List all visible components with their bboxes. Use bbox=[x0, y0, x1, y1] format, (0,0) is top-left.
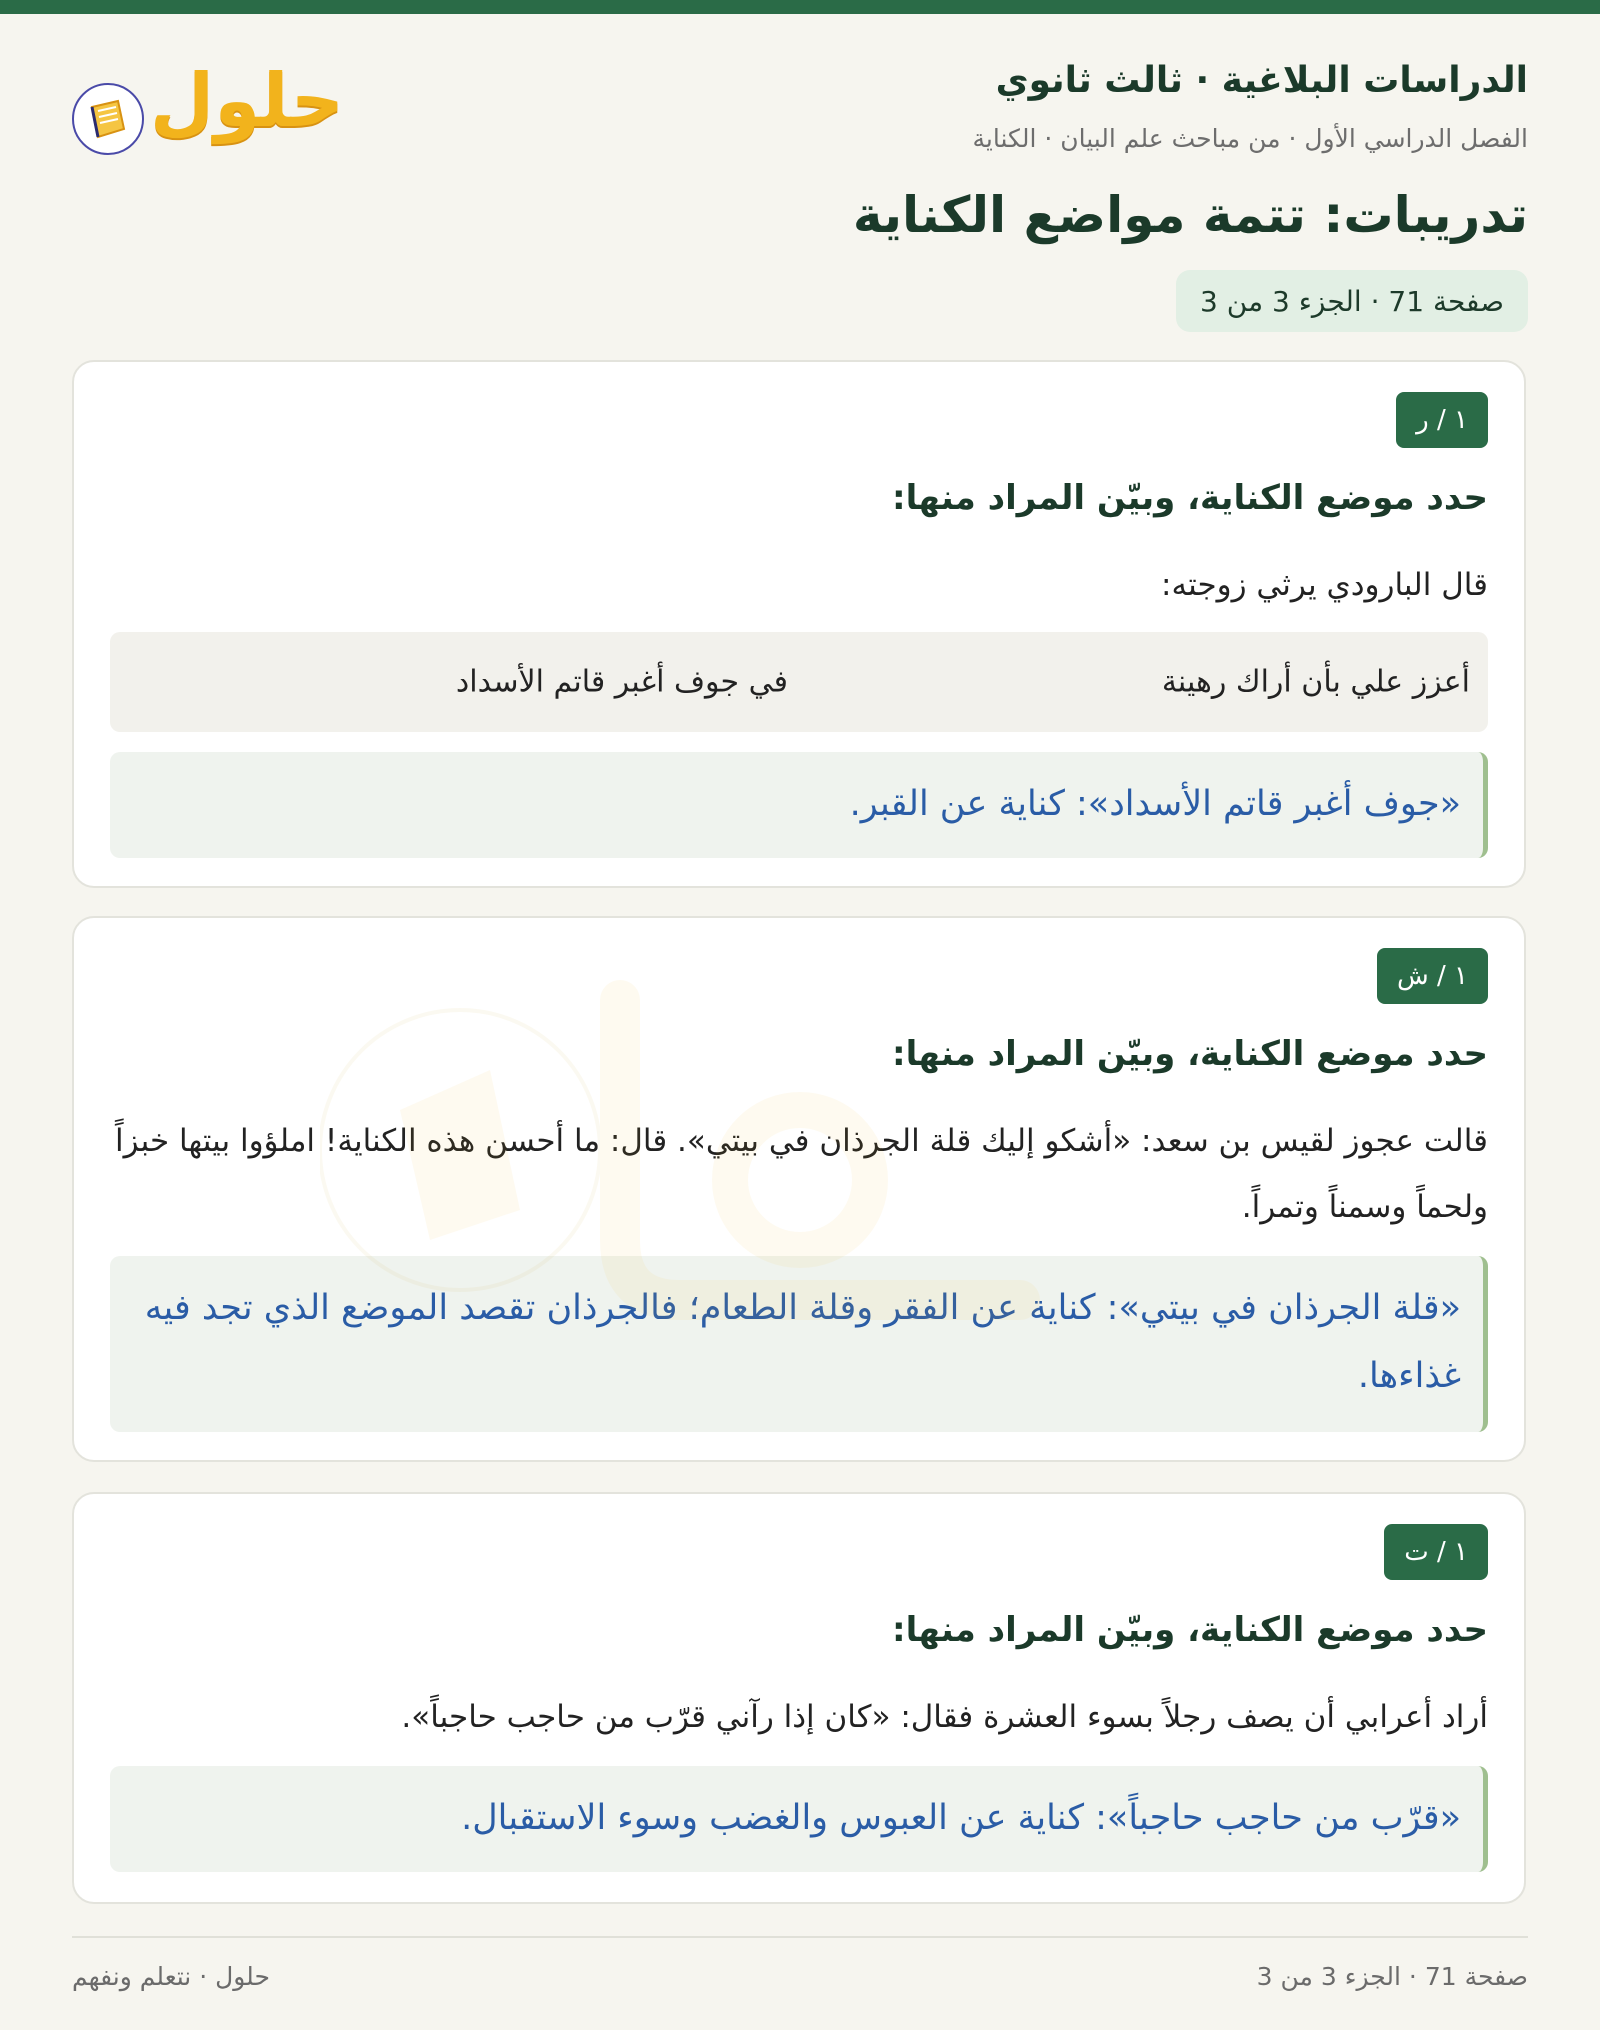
hulul-logo bbox=[72, 58, 345, 158]
exercise-question: حدد موضع الكناية، وبيّن المراد منها: bbox=[892, 1034, 1488, 1074]
logo-wordmark: حلول bbox=[150, 58, 345, 144]
footer-page-info: صفحة 71 · الجزء 3 من 3 bbox=[1256, 1962, 1528, 1991]
verse-first-hemistich: أعزز علي بأن أراك رهينة bbox=[1161, 664, 1470, 700]
page-header bbox=[72, 60, 1528, 160]
exercise-question: حدد موضع الكناية، وبيّن المراد منها: bbox=[892, 1610, 1488, 1650]
exercise-text: قالت عجوز لقيس بن سعد: «أشكو إليك قلة الجرذان في بيتي». قال: ما أحسن هذه الكناية! املؤوا بيتها خبزاً ولحماً وسمناً وتمراً. bbox=[114, 1123, 1488, 1225]
footer-divider bbox=[72, 1936, 1528, 1938]
answer-box: «قرّب من حاجب حاجباً»: كناية عن العبوس والغضب وسوء الاستقبال. bbox=[110, 1766, 1488, 1872]
exercise-text: قال البارودي يرثي زوجته: bbox=[1161, 567, 1488, 603]
top-accent-bar bbox=[0, 0, 1600, 14]
exercise-badge: ١ / ت bbox=[1384, 1524, 1488, 1580]
exercise-text: أراد أعرابي أن يصف رجلاً بسوء العشرة فقال: «كان إذا رآني قرّب من حاجب حاجباً». bbox=[401, 1699, 1488, 1735]
exercise-card bbox=[72, 916, 1526, 1462]
verse-second-hemistich: في جوف أغبر قاتم الأسداد bbox=[455, 664, 788, 700]
exercise-badge: ١ / ر bbox=[1396, 392, 1488, 448]
answer-box: «قلة الجرذان في بيتي»: كناية عن الفقر وقلة الطعام؛ فالجرذان تقصد الموضع الذي تجد فيه غذاءها. bbox=[110, 1256, 1488, 1432]
page-info-pill: صفحة 71 · الجزء 3 من 3 bbox=[1176, 270, 1528, 332]
answer-box: «جوف أغبر قاتم الأسداد»: كناية عن القبر. bbox=[110, 752, 1488, 858]
book-icon bbox=[72, 83, 144, 155]
exercise-badge: ١ / ش bbox=[1377, 948, 1488, 1004]
course-title: الدراسات البلاغية · ثالث ثانوي bbox=[995, 60, 1528, 101]
poem-verse bbox=[110, 632, 1488, 732]
exercise-card bbox=[72, 360, 1526, 888]
exercise-question: حدد موضع الكناية، وبيّن المراد منها: bbox=[892, 478, 1488, 518]
page-title: تدريبات: تتمة مواضع الكناية bbox=[852, 186, 1528, 244]
course-breadcrumb: الفصل الدراسي الأول · من مباحث علم البيان · الكناية bbox=[972, 124, 1528, 153]
exercise-card bbox=[72, 1492, 1526, 1904]
footer-brand: حلول · نتعلم ونفهم bbox=[72, 1962, 270, 1991]
